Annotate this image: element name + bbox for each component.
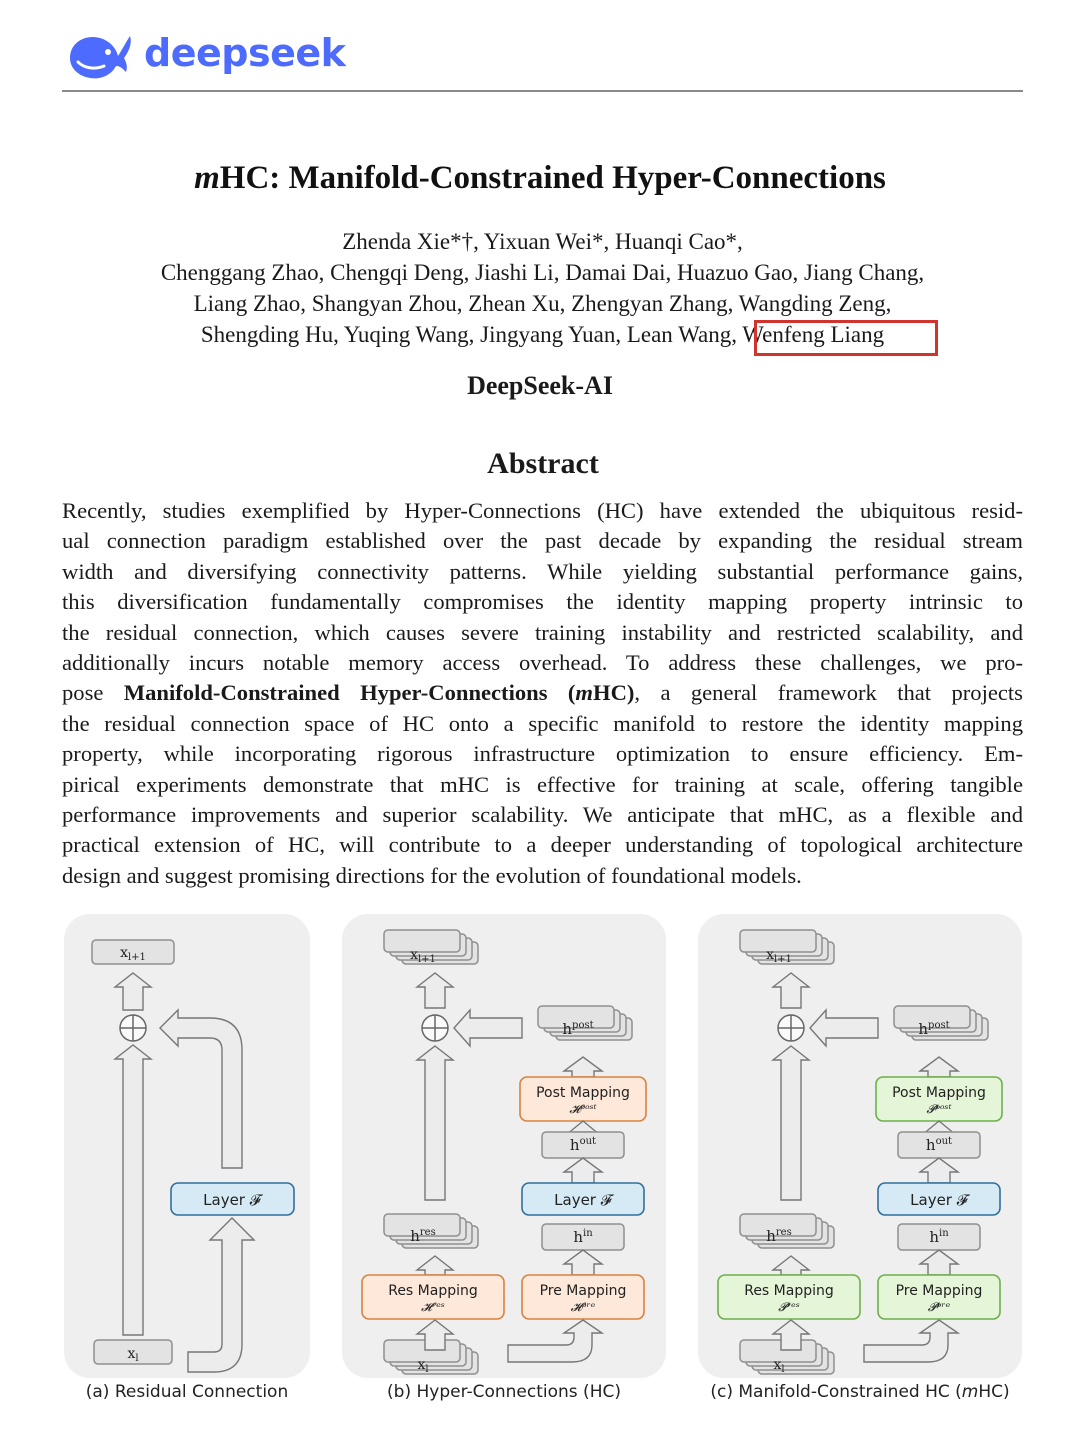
mhc-res-mapping-label: Res Mapping	[744, 1283, 834, 1299]
author-line: Liang Zhao, Shangyan Zhou, Zhean Xu, Zhengyan Zhang, Wangding Zeng,	[193, 291, 892, 316]
hc-post-mapping-label: Post Mapping	[536, 1085, 630, 1101]
hc-res-mapping-label: Res Mapping	[388, 1283, 478, 1299]
mhc-post-formula: 𝓟ᵖᵒˢᵗ	[926, 1102, 952, 1116]
mhc-x-in-label: $x_l$	[773, 1357, 785, 1375]
mhc-x-out-stack-layer	[740, 930, 816, 952]
hc-arrow-post-to-plus	[454, 1010, 522, 1046]
hc-x-in-label: $x_l$	[417, 1357, 429, 1375]
mhc-arrow-premap	[920, 1250, 958, 1275]
affiliation: DeepSeek-AI	[467, 371, 613, 400]
hc-arrow-resmap	[417, 1256, 453, 1275]
mhc-res-formula: 𝓟ʳᵉˢ	[778, 1300, 800, 1314]
mhc-pre-mapping-label: Pre Mapping	[895, 1283, 983, 1299]
hc-h-out-label: $h^{out}$	[569, 1136, 597, 1154]
abstract-line: the residual connection space of HC onto a specific manifold to restore the identity mapping	[62, 710, 1023, 736]
author-line: Zhenda Xie*†, Yixuan Wei*, Huanqi Cao*,	[342, 229, 743, 254]
caption-mhc-italic: m	[961, 1382, 979, 1402]
abstract-line: additionally incurs notable memory access overhead. To address these challenges, we pro-	[62, 649, 1023, 675]
hc-h-post-label: $h^{post}$	[562, 1020, 594, 1038]
mhc-post-mapping-label: Post Mapping	[892, 1085, 986, 1101]
abstract-heading: Abstract	[487, 447, 599, 480]
abstract-line: ual connection paradigm established over the past decade by expanding the residual stream	[62, 528, 1023, 554]
mhc-arrow-xin-to-pre	[864, 1320, 958, 1362]
author-line: Shengding Hu, Yuqing Wang, Jingyang Yuan, Lean Wang, Wenfeng Liang	[200, 322, 885, 347]
x-in-label: $x_l$	[127, 1346, 139, 1364]
abstract-line: the residual connection, which causes severe training instability and restricted scalability, and	[62, 619, 1023, 645]
mhc-arrow-resmap	[773, 1256, 809, 1275]
mhc-arrow-res	[773, 1046, 809, 1200]
mhc-h-out-label: $h^{out}$	[925, 1136, 953, 1154]
hc-h-res-label: $h^{res}$	[410, 1227, 436, 1245]
caption-mhc-text: (c) Manifold-Constrained HC (	[710, 1382, 962, 1402]
mhc-pre-formula: 𝓟ᵖʳᵉ	[927, 1300, 951, 1314]
mhc-layer-label: Layer 𝓕	[910, 1191, 968, 1209]
arrow-xin-to-layer	[188, 1218, 254, 1372]
caption-residual: (a) Residual Connection	[85, 1382, 289, 1402]
hc-post-formula: 𝓗ᵖᵒˢᵗ	[569, 1102, 597, 1116]
mhc-arrow-layer	[920, 1158, 958, 1183]
mhc-arrow-out	[773, 973, 809, 1008]
abstract-line: practical extension of HC, will contribute to a deeper understanding of topological architecture	[62, 832, 1023, 858]
hc-arrow-layer	[564, 1158, 602, 1183]
title-rest: HC: Manifold-Constrained Hyper-Connections	[219, 160, 886, 196]
mhc-h-post-label: $h^{post}$	[918, 1020, 950, 1038]
abstract-line: performance improvements and superior scalability. We anticipate that mHC, as a flexible and	[62, 801, 1023, 827]
abstract-line: width and diversifying connectivity patterns. While yielding substantial performance gains,	[62, 558, 1023, 584]
author-line: Chenggang Zhao, Chengqi Deng, Jiashi Li, Damai Dai, Huazuo Gao, Jiang Chang,	[160, 260, 925, 285]
hc-res-formula: 𝓗ʳᵉˢ	[421, 1300, 445, 1314]
abstract-line: this diversification fundamentally compromises the identity mapping property intrinsic to	[62, 589, 1023, 615]
mhc-arrow-postmap	[920, 1057, 958, 1077]
hc-arrow-postmap	[564, 1057, 602, 1077]
hc-x-out-label: $x_{l+1}$	[410, 947, 436, 965]
hc-arrow-out	[417, 973, 453, 1008]
hc-arrow-premap	[564, 1250, 602, 1275]
arrow-skip	[115, 1045, 151, 1335]
x-out-label: $x_{l+1}$	[120, 945, 146, 963]
arrow-layer-to-plus	[160, 1010, 242, 1168]
hc-x-out-stack-layer	[384, 930, 460, 952]
hc-arrow-xin-to-pre	[508, 1320, 602, 1362]
title-prefix: m	[194, 160, 220, 196]
caption-mhc	[690, 1382, 1030, 1402]
hc-pre-mapping-label: Pre Mapping	[539, 1283, 627, 1299]
mhc-arrow-post-to-plus	[810, 1010, 878, 1046]
mhc-x-out-label: $x_{l+1}$	[766, 947, 792, 965]
logo-text: deepseek	[144, 31, 346, 75]
abstract-line-bold: pose Manifold-Constrained Hyper-Connections (mHC), a general framework that projects	[62, 680, 1023, 706]
hc-layer-label: Layer 𝓕	[554, 1191, 612, 1209]
abstract-line: property, while incorporating rigorous infrastructure optimization to ensure efficiency. Em-	[62, 741, 1023, 767]
hc-pre-formula: 𝓗ᵖʳᵉ	[570, 1300, 596, 1314]
mhc-h-res-label: $h^{res}$	[766, 1227, 792, 1245]
hc-arrow-res	[417, 1046, 453, 1200]
abstract-line: Recently, studies exemplified by Hyper-Connections (HC) have extended the ubiquitous resid-	[62, 498, 1023, 523]
layer-label: Layer 𝓕	[203, 1191, 261, 1209]
arrow-out	[115, 973, 151, 1010]
hc-h-in-label: $h^{in}$	[573, 1228, 593, 1246]
mhc-h-in-label: $h^{in}$	[929, 1228, 949, 1246]
caption-hc: (b) Hyper-Connections (HC)	[387, 1382, 621, 1402]
abstract-line: pirical experiments demonstrate that mHC is effective for training at scale, offering tangible	[62, 771, 1023, 797]
abstract-line: design and suggest promising directions for the evolution of foundational models.	[62, 862, 802, 888]
caption-mhc-end: HC)	[978, 1382, 1010, 1402]
